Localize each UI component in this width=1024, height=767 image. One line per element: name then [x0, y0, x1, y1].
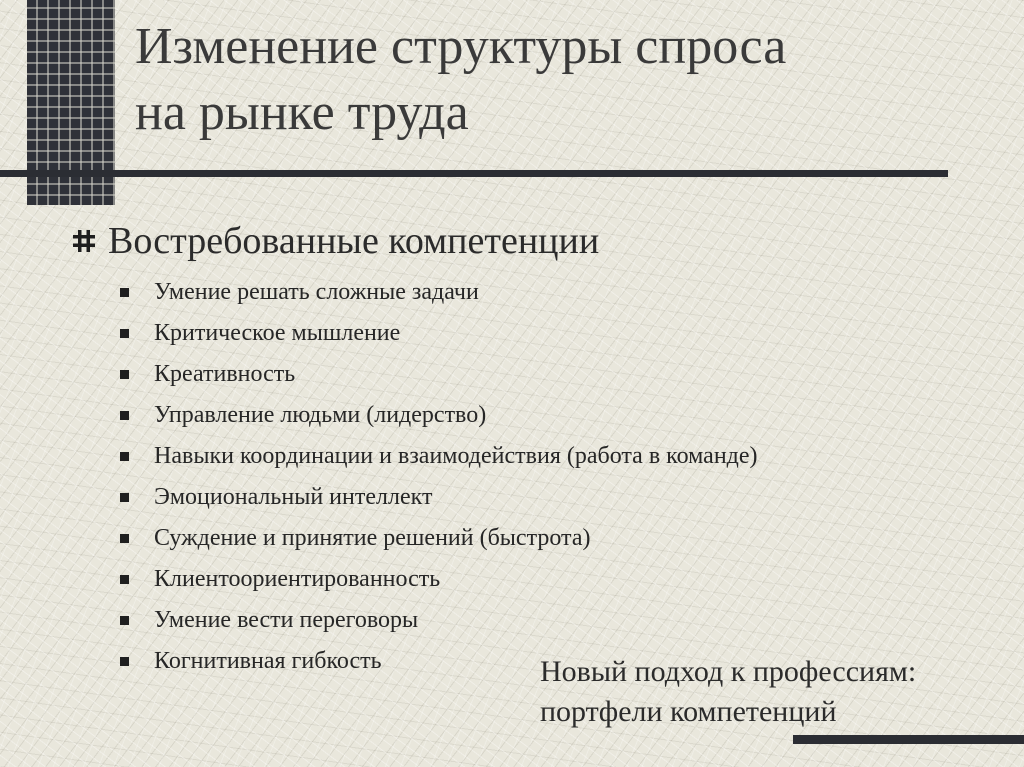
square-bullet-icon — [120, 411, 129, 420]
list-item-text: Креативность — [154, 361, 296, 387]
list-item-text: Клиентоориентированность — [154, 566, 441, 592]
square-bullet-icon — [120, 329, 129, 338]
list-item-text: Суждение и принятие решений (быстрота) — [154, 525, 591, 551]
side-note-line-2: портфели компетенций — [540, 695, 837, 728]
list-item — [120, 354, 758, 395]
list-item-text: Навыки координации и взаимодействия (работа в команде) — [154, 443, 758, 469]
list-item — [120, 600, 758, 641]
square-bullet-icon — [120, 493, 129, 502]
side-note — [540, 652, 916, 732]
list-item — [120, 313, 758, 354]
slide-title — [135, 14, 995, 146]
square-bullet-icon — [120, 575, 129, 584]
square-bullet-icon — [120, 452, 129, 461]
square-bullet-icon — [120, 534, 129, 543]
side-note-line-1: Новый подход к профессиям: — [540, 655, 917, 688]
square-bullet-icon — [120, 657, 129, 666]
section-heading — [72, 216, 599, 266]
list-item-text: Управление людьми (лидерство) — [154, 402, 487, 428]
competencies-list — [120, 272, 758, 682]
list-item-text: Эмоциональный интеллект — [154, 484, 433, 510]
slide-title-line-1: Изменение структуры спроса — [135, 18, 787, 75]
list-item-text: Умение решать сложные задачи — [154, 279, 479, 305]
list-item-text: Умение вести переговоры — [154, 607, 419, 633]
list-item — [120, 436, 758, 477]
list-item-text: Когнитивная гибкость — [154, 648, 382, 674]
list-item-text: Критическое мышление — [154, 320, 401, 346]
list-item — [120, 395, 758, 436]
list-item — [120, 559, 758, 600]
section-heading-text: Востребованные компетенции — [108, 220, 600, 262]
square-bullet-icon — [120, 616, 129, 625]
list-item — [120, 518, 758, 559]
footer-divider-line — [793, 735, 1024, 744]
hash-icon — [72, 229, 96, 253]
title-divider-line — [0, 170, 948, 177]
list-item — [120, 477, 758, 518]
square-bullet-icon — [120, 288, 129, 297]
slide-title-line-2: на рынке труда — [135, 84, 469, 141]
list-item — [120, 272, 758, 313]
square-bullet-icon — [120, 370, 129, 379]
